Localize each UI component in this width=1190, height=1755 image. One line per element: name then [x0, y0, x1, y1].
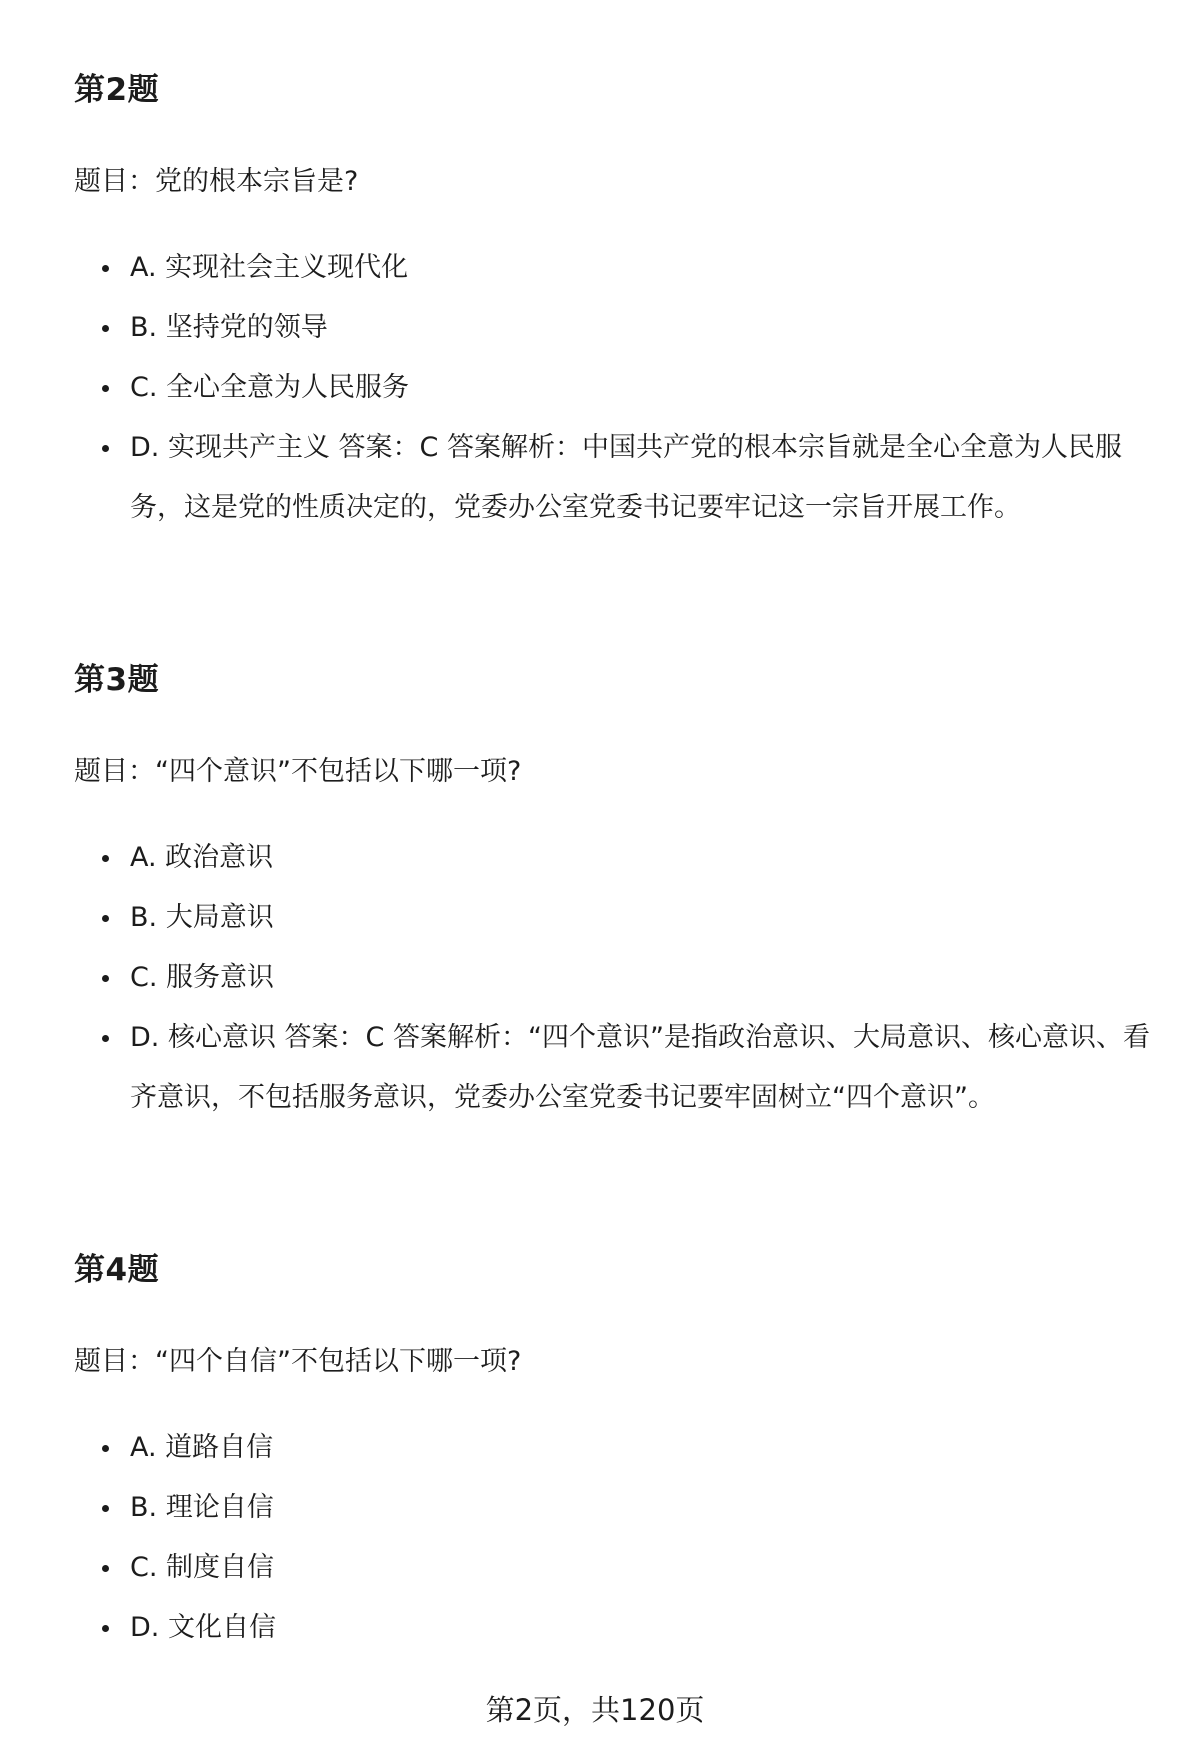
option-list — [74, 1418, 1164, 1658]
option-text: D. 文化自信 — [130, 1612, 276, 1643]
option-text: A. 实现社会主义现代化 — [130, 252, 409, 283]
question-4 — [74, 1250, 1164, 1658]
bullet-icon — [102, 265, 109, 272]
option-c — [74, 948, 1164, 1008]
option-d-with-answer — [74, 1008, 1164, 1128]
option-text: A. 政治意识 — [130, 842, 274, 873]
page-number-footer: 第2页，共120页 — [485, 1693, 705, 1727]
bullet-icon — [102, 1445, 109, 1452]
option-a — [74, 828, 1164, 888]
bullet-icon — [102, 1625, 109, 1632]
bullet-icon — [102, 915, 109, 922]
option-d — [74, 1598, 1164, 1658]
option-text: C. 全心全意为人民服务 — [130, 372, 410, 403]
option-b — [74, 888, 1164, 948]
question-3 — [74, 660, 1164, 1128]
option-c — [74, 358, 1164, 418]
question-title: 第4题 — [74, 1252, 160, 1288]
bullet-icon — [102, 385, 109, 392]
question-title: 第2题 — [74, 72, 160, 108]
option-d-with-answer — [74, 418, 1164, 538]
bullet-icon — [102, 1505, 109, 1512]
option-c — [74, 1538, 1164, 1598]
bullet-icon — [102, 975, 109, 982]
question-stem: 题目：“四个自信”不包括以下哪一项? — [74, 1346, 522, 1377]
question-stem: 题目：“四个意识”不包括以下哪一项? — [74, 756, 522, 787]
option-a — [74, 1418, 1164, 1478]
question-stem: 题目：党的根本宗旨是? — [74, 166, 359, 197]
question-2 — [74, 70, 1164, 538]
option-text: B. 理论自信 — [130, 1492, 274, 1523]
option-list — [74, 238, 1164, 538]
option-a — [74, 238, 1164, 298]
option-b — [74, 1478, 1164, 1538]
option-text: C. 服务意识 — [130, 962, 275, 993]
bullet-icon — [102, 325, 109, 332]
option-text: C. 制度自信 — [130, 1552, 275, 1583]
option-text: D. 核心意识 答案：C 答案解析：“四个意识”是指政治意识、大局意识、核心意识、看齐意识，不包括服务意识，党委办公室党委书记要牢固树立“四个意识”。 — [130, 1022, 1150, 1113]
option-text: A. 道路自信 — [130, 1432, 274, 1463]
option-b — [74, 298, 1164, 358]
option-text: B. 坚持党的领导 — [130, 312, 328, 343]
bullet-icon — [102, 445, 109, 452]
option-list — [74, 828, 1164, 1128]
bullet-icon — [102, 1035, 109, 1042]
option-text: B. 大局意识 — [130, 902, 274, 933]
question-title: 第3题 — [74, 662, 160, 698]
option-text: D. 实现共产主义 答案：C 答案解析：中国共产党的根本宗旨就是全心全意为人民服务，这是党的性质决定的，党委办公室党委书记要牢记这一宗旨开展工作。 — [130, 432, 1122, 523]
bullet-icon — [102, 855, 109, 862]
bullet-icon — [102, 1565, 109, 1572]
